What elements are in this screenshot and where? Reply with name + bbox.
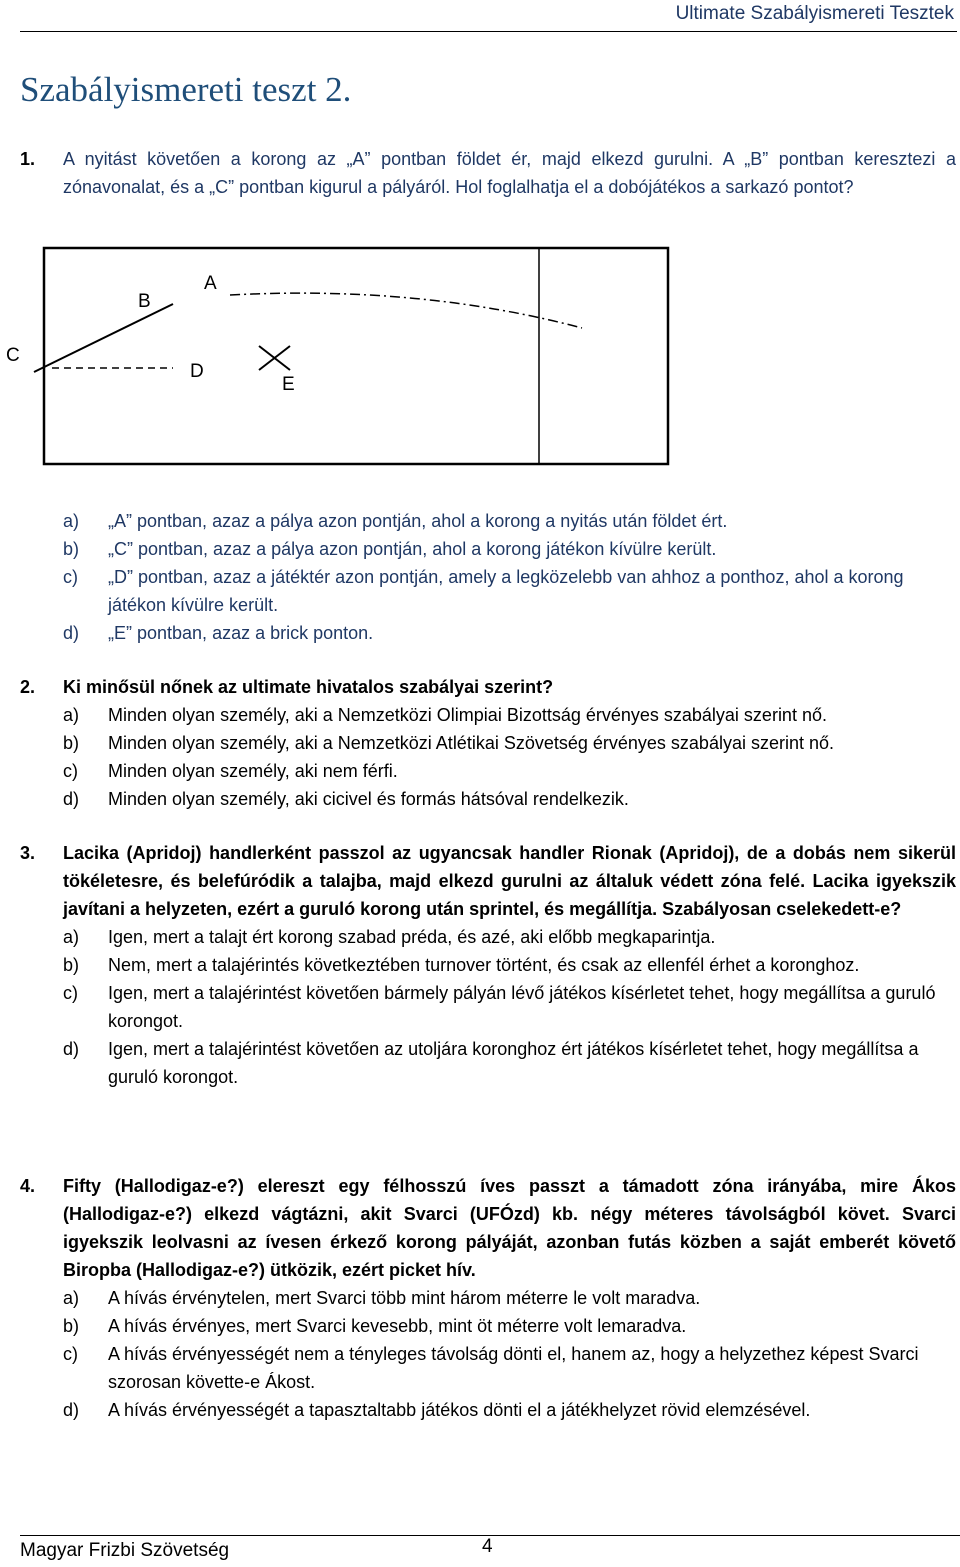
footer-organization: Magyar Frizbi Szövetség: [20, 1540, 230, 1561]
answer-text: „A” pontban, azaz a pálya azon pontján, ahol a korong a nyitás után földet ért.: [108, 511, 728, 531]
throw-arc-path: [230, 293, 582, 328]
answer-text: „D” pontban, azaz a játéktér azon pontján, amely a legközelebb van ahhoz a ponthoz, ahol a korong játékon kívülre került.: [108, 567, 904, 615]
question-number: 3.: [20, 843, 36, 863]
diagram-label-a: A: [204, 273, 217, 294]
answer-text: Nem, mert a talajérintés következtében turnover történt, és csak az ellenfél érhet a koronghoz.: [108, 955, 860, 975]
question-1: [20, 145, 956, 201]
answer-text: A hívás érvényességét nem a tényleges távolság dönti el, hanem az, hogy a helyzethez képest Svarci szorosan követte-e Ákost.: [108, 1344, 919, 1392]
answer-letter: b): [63, 955, 80, 975]
answer-option: [63, 1312, 956, 1340]
roll-path-line: [34, 304, 173, 372]
question-3: [20, 839, 956, 1091]
question-2: [20, 673, 956, 813]
question-text: Fifty (Hallodigaz-e?) elereszt egy félhosszú íves passzt a támadott zóna irányába, mire Ákos (Hallodigaz-e?) elkezd vágtázni, akit Svarci (UFÓzd) kb. négy méteres távolságból követ. Svarci igyekszik leolvasni az ívesen érkező korong pályáját, azonban futás közben a saját emberét követő Biropba (Hallodigaz-e?) ütközik, ezért picket hív.: [63, 1176, 956, 1280]
diagram-label-e: E: [282, 374, 295, 395]
answer-option: [63, 563, 956, 619]
answer-text: A hívás érvényességét a tapasztaltabb játékos dönti el a játékhelyzet rövid elemzésével.: [108, 1400, 811, 1420]
answer-letter: d): [63, 789, 80, 809]
answer-text: Minden olyan személy, aki cicivel és formás hátsóval rendelkezik.: [108, 789, 629, 809]
answer-text: Minden olyan személy, aki a Nemzetközi Olimpiai Bizottság érvényes szabályai szerint nő.: [108, 705, 827, 725]
answer-letter: d): [63, 1400, 80, 1420]
header-title: Ultimate Szabályismereti Tesztek: [675, 3, 954, 24]
field-diagram: [0, 240, 680, 480]
answer-letter: c): [63, 761, 78, 781]
field-outline: [44, 248, 668, 464]
answer-option: [63, 979, 956, 1035]
diagram-label-c: C: [6, 345, 20, 366]
question-text: A nyitást követően a korong az „A” pontban földet ér, majd elkezd gurulni. A „B” pontban keresztezi a zónavonalat, és a „C” pontban kigurul a pályáról. Hol foglalhatja el a dobójátékos a sarkazó pontot?: [63, 149, 956, 197]
answer-option: [63, 1396, 956, 1424]
answer-text: A hívás érvénytelen, mert Svarci több mint három méterre le volt maradva.: [108, 1288, 701, 1308]
page-number: 4: [482, 1536, 493, 1557]
answer-option: [63, 923, 956, 951]
answer-option: [63, 757, 956, 785]
answer-text: „C” pontban, azaz a pálya azon pontján, ahol a korong játékon kívülre került.: [108, 539, 717, 559]
answer-letter: c): [63, 1344, 78, 1364]
answer-option: [63, 1284, 956, 1312]
answer-option: [63, 1340, 956, 1396]
question-1-answers: [20, 507, 956, 647]
answer-letter: c): [63, 567, 78, 587]
diagram-label-d: D: [190, 361, 204, 382]
answer-option: [63, 507, 956, 535]
answer-letter: a): [63, 705, 80, 725]
page-title: Szabályismereti teszt 2.: [20, 70, 352, 109]
answer-letter: a): [63, 511, 80, 531]
answer-text: Minden olyan személy, aki a Nemzetközi Atlétikai Szövetség érvényes szabályai szerint nő.: [108, 733, 835, 753]
answer-letter: d): [63, 623, 80, 643]
answer-text: A hívás érvényes, mert Svarci kevesebb, mint öt méterre volt lemaradva.: [108, 1316, 687, 1336]
answer-option: [63, 535, 956, 563]
answer-letter: a): [63, 1288, 80, 1308]
answer-option: [63, 1035, 956, 1091]
answer-letter: b): [63, 733, 80, 753]
answer-text: Igen, mert a talajt ért korong szabad préda, és azé, aki előbb megkaparintja.: [108, 927, 716, 947]
answer-letter: b): [63, 539, 80, 559]
header-divider: [20, 31, 957, 32]
answer-letter: a): [63, 927, 80, 947]
answer-text: Minden olyan személy, aki nem férfi.: [108, 761, 398, 781]
question-text: Lacika (Apridoj) handlerként passzol az ugyancsak handler Rionak (Apridoj), de a dobás nem sikerül tökéletesre, és belefúródik a talajba, majd elkezd gurulni az általuk védett zóna felé. Lacika igyekszik javítani a helyzeten, ezért a guruló korong után sprintel, és megállítja. Szabályosan cselekedett-e?: [63, 843, 956, 919]
question-number: 4.: [20, 1176, 36, 1196]
answer-text: „E” pontban, azaz a brick ponton.: [108, 623, 374, 643]
answer-option: [63, 785, 956, 813]
answer-text: Igen, mert a talajérintést követően az utoljára koronghoz ért játékos kísérletet tehet, hogy megállítsa a guruló korongot.: [108, 1039, 919, 1087]
question-number: 1.: [20, 149, 36, 169]
answer-letter: b): [63, 1316, 80, 1336]
question-4: [20, 1172, 956, 1424]
answer-letter: c): [63, 983, 78, 1003]
answer-text: Igen, mert a talajérintést követően bármely pályán lévő játékos kísérletet tehet, hogy megállítsa a guruló korongot.: [108, 983, 936, 1031]
diagram-label-b: B: [138, 291, 151, 312]
answer-option: [63, 701, 956, 729]
answer-option: [63, 951, 956, 979]
answer-letter: d): [63, 1039, 80, 1059]
answer-option: [63, 619, 956, 647]
question-number: 2.: [20, 677, 36, 697]
question-text: Ki minősül nőnek az ultimate hivatalos szabályai szerint?: [63, 677, 554, 697]
answer-option: [63, 729, 956, 757]
